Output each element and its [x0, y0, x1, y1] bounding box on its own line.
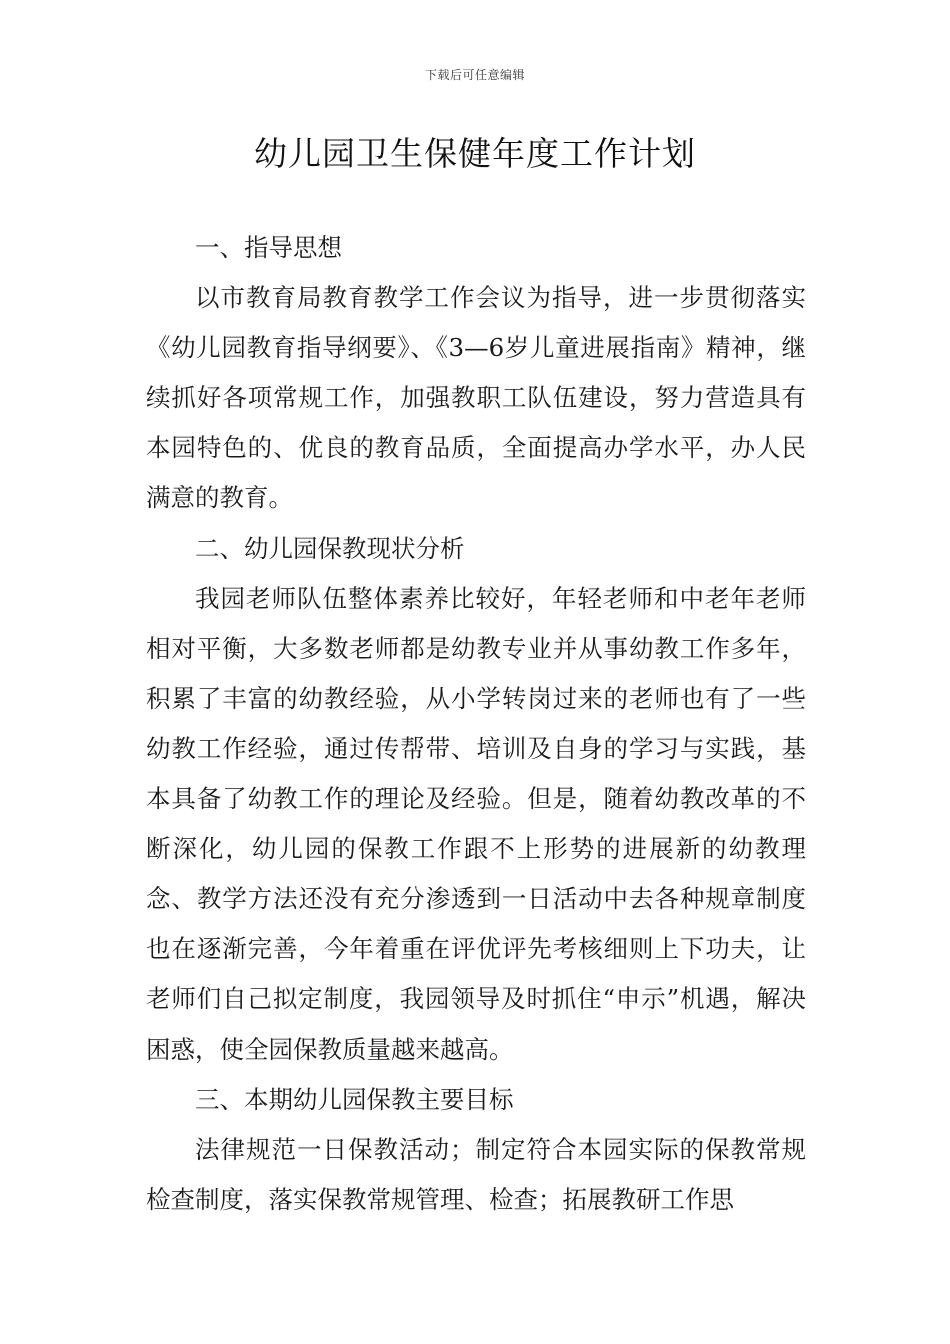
section-paragraph-1: 以市教育局教育教学工作会议为指导，进一步贯彻落实《幼儿园教育指导纲要》、《3—6岁儿童进展指南》精神，继续抓好各项常规工作，加强教职工队伍建设，努力营造具有本园特色的、优良的教育品质，全面提高办学水平，办人民满意的教育。 [146, 283, 806, 513]
page-title: 幼儿园卫生保健年度工作计划 [254, 134, 696, 173]
section-heading-1: 一、指导思想 [195, 233, 342, 262]
section-heading-3: 三、本期幼儿园保教主要目标 [195, 1084, 514, 1114]
section-heading-2: 二、幼儿园保教现状分析 [195, 533, 465, 563]
document-body [146, 223, 806, 1225]
header-note: 下载后可任意编辑 [424, 68, 525, 82]
section-paragraph-3: 法律规范一日保教活动；制定符合本园实际的保教常规检查制度，落实保教常规管理、检查；拓展教研工作思 [146, 1134, 806, 1214]
section-paragraph-2: 我园老师队伍整体素养比较好，年轻老师和中老年老师相对平衡，大多数老师都是幼教专业并从事幼教工作多年，积累了丰富的幼教经验，从小学转岗过来的老师也有了一些幼教工作经验，通过传帮带、培训及自身的学习与实践，基本具备了幼教工作的理论及经验。但是，随着幼教改革的不断深化，幼儿园的保教工作跟不上形势的进展新的幼教理念、教学方法还没有充分渗透到一日活动中去各种规章制度也在逐渐完善，今年着重在评优评先考核细则上下功夫，让老师们自己拟定制度，我园领导及时抓住“申示”机遇，解决困惑，使全园保教质量越来越高。 [146, 583, 806, 1064]
